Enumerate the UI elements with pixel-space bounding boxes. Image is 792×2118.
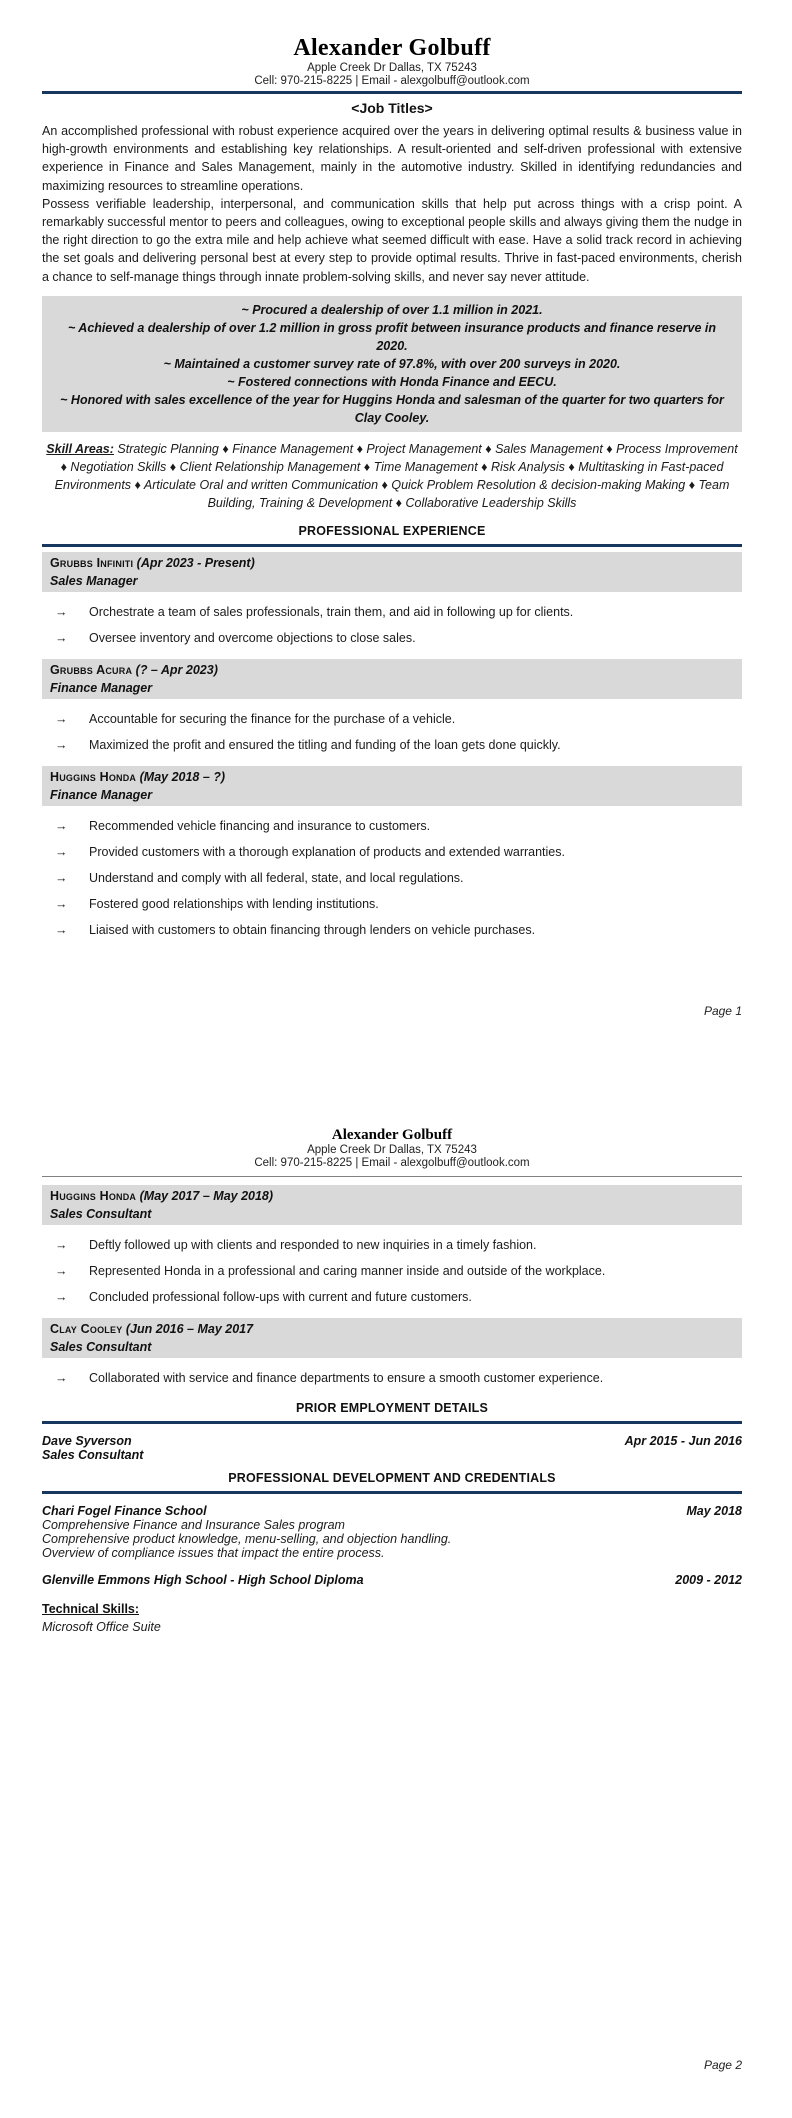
job-dates: (May 2017 – May 2018) [139,1189,274,1203]
job-company: Grubbs Acura [50,662,133,677]
job-bullet [55,629,742,647]
employer-name: Dave Syverson [42,1434,132,1448]
job-company: Huggins Honda [50,1189,137,1203]
arrow-bullet-icon: → [55,711,68,726]
job-dates: (? – Apr 2023) [135,662,218,677]
arrow-bullet-icon: → [55,737,68,752]
job-bullet [55,1369,742,1387]
job-dates: (Jun 2016 – May 2017 [125,1322,254,1336]
job-company-line [50,1320,734,1338]
technical-skills-value: Microsoft Office Suite [42,1620,161,1634]
header-divider [42,91,742,94]
job-bullet [55,710,742,728]
job-bullet-text: Oversee inventory and overcome objections to close sales. [89,630,416,645]
job-company: Grubbs Infiniti [50,555,134,570]
contact-line: Cell: 970-215-8225 | Email - alexgolbuff@outlook.com [254,75,530,87]
job-bullet-text: Liaised with customers to obtain financing through lenders on vehicle purchases. [89,922,536,937]
arrow-bullet-icon: → [55,604,68,619]
section-heading-prior-employment: PRIOR EMPLOYMENT DETAILS [295,1401,489,1415]
address-line: Apple Creek Dr Dallas, TX 75243 [307,62,477,74]
job-header [42,1185,742,1225]
job-bullet-text: Provided customers with a thorough explanation of products and extended warranties. [89,844,565,859]
job-bullet [55,1288,742,1306]
job-bullet-text: Recommended vehicle financing and insurance to customers. [89,818,431,833]
achievement-line: ~ Fostered connections with Honda Finance and EECU. [227,374,557,389]
job-header [42,552,742,592]
prior-employment-list [42,1434,742,1462]
experience-list-page2 [42,1185,742,1387]
credentials-list [42,1504,742,1587]
arrow-bullet-icon: → [55,922,68,937]
header-divider [42,1176,742,1177]
arrow-bullet-icon: → [55,844,68,859]
technical-skills-section [42,1600,742,1635]
credential-detail: Comprehensive Finance and Insurance Sales program [42,1518,345,1532]
job-titles-placeholder: <Job Titles> [351,100,433,116]
summary-paragraph: An accomplished professional with robust experience acquired over the years in delivering optimal results & business value in high-growth environments and establishing key relationships. A result-oriented and self-driven professional with extensive experience in Finance and Sales Management, mainly in the automotive industry. Skilled in identifying redundancies and maximizing resources to streamline operations. [42,124,742,193]
experience-list-page1 [42,552,742,939]
arrow-bullet-icon: → [55,818,68,833]
job-bullet-text: Concluded professional follow-ups with current and future customers. [89,1290,472,1304]
job-bullet-text: Fostered good relationships with lending institutions. [89,896,379,911]
technical-skills-label: Technical Skills: [42,1602,140,1616]
job-bullet [55,1236,742,1254]
job-bullet-text: Deftly followed up with clients and responded to new inquiries in a timely fashion. [89,1238,537,1252]
job-bullet-list [42,1369,742,1387]
job-bullet-text: Collaborated with service and finance departments to ensure a smooth customer experience. [89,1371,604,1385]
address-line: Apple Creek Dr Dallas, TX 75243 [307,1144,477,1156]
job-bullet-text: Represented Honda in a professional and caring manner inside and outside of the workplace. [89,1264,606,1278]
job-bullet [55,736,742,754]
employment-dates: Apr 2015 - Jun 2016 [624,1434,742,1448]
job-bullet-text: Maximized the profit and ensured the titling and funding of the loan gets done quickly. [89,737,561,752]
job-title: Sales Consultant [50,1340,152,1354]
job-company-line [50,554,734,572]
skill-areas-text: Strategic Planning ♦ Finance Management ♦ Project Management ♦ Sales Management ♦ Process Improvement ♦ Negotiation Skills ♦ Client Relationship Management ♦ Time Management ♦ Risk Analysis ♦ Multitasking in Fast-paced Environments ♦ Articulate Oral and written Communication ♦ Quick Problem Resolution & decision-making Making ♦ Team Building, Training & Development ♦ Collaborative Leadership Skills [54,441,738,510]
achievement-line: ~ Maintained a customer survey rate of 97.8%, with over 200 surveys in 2020. [163,356,621,371]
candidate-name: Alexander Golbuff [331,1127,453,1143]
prior-employment-entry [42,1434,742,1448]
credential-entry [42,1504,742,1518]
job-title: Finance Manager [50,680,153,695]
job-bullet-text: Understand and comply with all federal, state, and local regulations. [89,870,464,885]
job-bullet [55,603,742,621]
contact-line: Cell: 970-215-8225 | Email - alexgolbuff@outlook.com [254,1157,530,1169]
section-divider [42,1421,742,1424]
job-header [42,766,742,806]
job-bullet [55,1262,742,1280]
resume-page-1 [0,34,792,1090]
job-company-line [50,1187,734,1205]
job-company: Huggins Honda [50,769,137,784]
employment-title: Sales Consultant [42,1448,144,1462]
job-bullet-list [42,1236,742,1306]
job-bullet-text: Orchestrate a team of sales professionals, train them, and aid in following up for clients. [89,604,574,619]
credential-dates: May 2018 [686,1504,742,1518]
skill-areas [46,440,738,512]
arrow-bullet-icon: → [55,870,68,885]
credential-name: Chari Fogel Finance School [42,1504,207,1518]
credential-name: Glenville Emmons High School - High School Diploma [42,1573,364,1587]
job-bullet [55,817,742,835]
credential-dates: 2009 - 2012 [675,1573,742,1587]
credential-entry [42,1573,742,1587]
arrow-bullet-icon: → [55,896,68,911]
section-heading-experience: PROFESSIONAL EXPERIENCE [298,523,486,538]
summary-section [42,122,742,286]
job-bullet-list [42,710,742,754]
section-divider [42,544,742,547]
job-header [42,1318,742,1358]
job-title: Finance Manager [50,787,153,802]
credential-detail: Overview of compliance issues that impact the entire process. [42,1546,385,1560]
job-header [42,659,742,699]
section-divider [42,1491,742,1494]
job-bullet-text: Accountable for securing the finance for the purchase of a vehicle. [89,711,456,726]
job-bullet [55,921,742,939]
skill-areas-label: Skill Areas: [46,441,114,456]
credential-detail: Comprehensive product knowledge, menu-selling, and objection handling. [42,1532,452,1546]
arrow-bullet-icon: → [55,1371,68,1385]
section-heading-credentials: PROFESSIONAL DEVELOPMENT AND CREDENTIALS [228,1471,556,1485]
achievement-line: ~ Honored with sales excellence of the year for Huggins Honda and salesman of the quarter for two quarters for Clay Cooley. [60,392,724,425]
job-company-line [50,661,734,679]
resume-page-2 [0,1126,792,2118]
arrow-bullet-icon: → [55,1238,68,1252]
job-bullet [55,895,742,913]
job-bullet-list [42,603,742,647]
job-title: Sales Manager [50,573,138,588]
job-bullet [55,843,742,861]
achievement-line: ~ Achieved a dealership of over 1.2 million in gross profit between insurance products and finance reserve in 2020. [68,320,716,353]
summary-paragraph: Possess verifiable leadership, interpersonal, and communication skills that help put across things with a crisp point. A remarkably successful mentor to peers and colleagues, owing to exceptional people skills and always giving them the nudge in the right direction to go the extra mile and help achieve what seemed difficult with ease. Have a solid track record in achieving the set goals and delivering personal best at every step to provide optimal results. Thrive in fast-paced environments, cherish a chance to self-manage things through innate problem-solving skills, and never say never attitude. [42,196,742,284]
job-company-line [50,768,734,786]
page-number-label: Page 2 [703,2058,742,2072]
achievement-line: ~ Procured a dealership of over 1.1 million in 2021. [241,302,543,317]
arrow-bullet-icon: → [55,1264,68,1278]
job-title: Sales Consultant [50,1207,152,1221]
job-bullet [55,869,742,887]
job-company: Clay Cooley [50,1322,123,1336]
job-dates: (May 2018 – ?) [139,769,226,784]
page-number-label: Page 1 [703,1004,742,1018]
achievements-box [42,296,742,432]
arrow-bullet-icon: → [55,630,68,645]
job-dates: (Apr 2023 - Present) [136,555,255,570]
arrow-bullet-icon: → [55,1290,68,1304]
candidate-name: Alexander Golbuff [293,35,491,61]
resume-document [0,34,792,2082]
job-bullet-list [42,817,742,939]
